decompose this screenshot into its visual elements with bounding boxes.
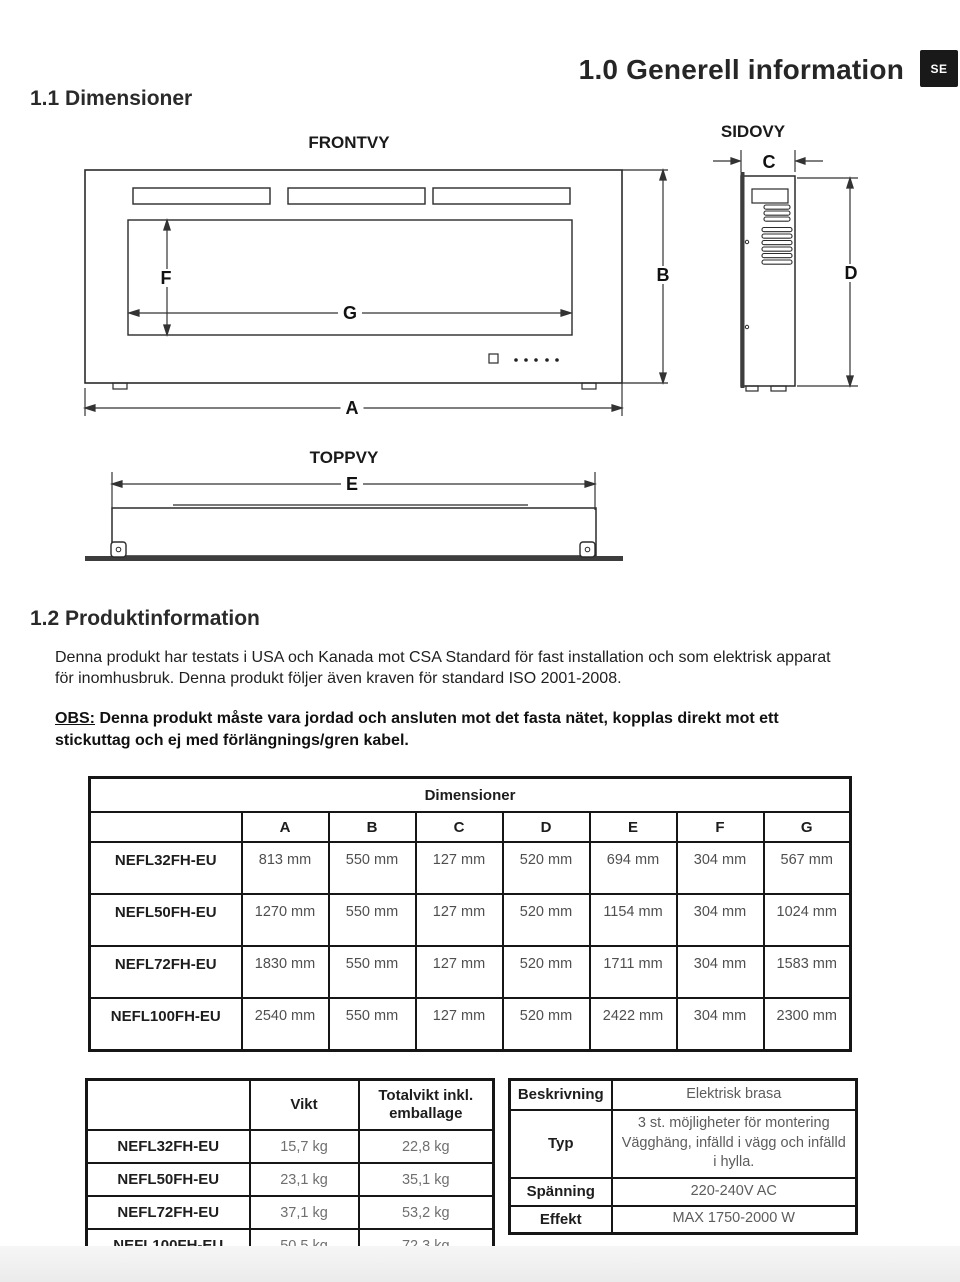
dim-value-cell: 127 mm <box>416 946 503 998</box>
dim-label-b: B <box>652 266 675 284</box>
col-header-b: B <box>329 812 416 842</box>
product-info-table <box>508 1078 858 1235</box>
table-row <box>90 842 851 894</box>
blank-cell <box>87 1080 250 1131</box>
control-power-icon <box>489 354 498 363</box>
section-1-1-heading: 1.1 Dimensioner <box>30 87 193 110</box>
page-title: 1.0 Generell information <box>578 54 904 85</box>
blank-cell <box>90 812 242 842</box>
power-value-cell: MAX 1750-2000 W <box>612 1206 857 1234</box>
table-row <box>510 1080 857 1110</box>
side-view-label: SIDOVY <box>720 122 786 141</box>
model-cell: NEFL72FH-EU <box>90 946 242 998</box>
type-value-line-1: 3 st. möjligheter för montering <box>637 1115 830 1132</box>
intro-line-1: Denna produkt har testats i USA och Kanada mot CSA Standard för fast installation och som elektrisk apparat <box>55 649 831 666</box>
type-value-line-2: Vägghäng, infälld i vägg och infälld <box>621 1134 846 1151</box>
dim-label-f: F <box>156 269 177 287</box>
table-header-row <box>87 1080 494 1131</box>
dim-label-c: C <box>758 153 781 171</box>
obs-line-1: Denna produkt måste vara jordad och ansluten mot det fasta nätet, kopplas direkt mot ett <box>95 710 779 727</box>
top-view-label: TOPPVY <box>309 448 379 467</box>
dim-value-cell: 1583 mm <box>764 946 851 998</box>
dim-value-cell: 1711 mm <box>590 946 677 998</box>
type-label-cell: Typ <box>510 1110 612 1178</box>
type-value-cell <box>612 1110 857 1178</box>
description-label-cell: Beskrivning <box>510 1080 612 1110</box>
dim-value-cell: 567 mm <box>764 842 851 894</box>
dim-value-cell: 127 mm <box>416 894 503 946</box>
col-header-e: E <box>590 812 677 842</box>
weight-col-header: Vikt <box>250 1080 359 1131</box>
obs-label: OBS: <box>55 710 95 727</box>
table-row <box>87 1130 494 1163</box>
table-row <box>90 894 851 946</box>
dim-value-cell: 304 mm <box>677 842 764 894</box>
language-badge: SE <box>920 50 958 87</box>
total-weight-value-cell: 22,8 kg <box>359 1130 494 1163</box>
dim-value-cell: 1024 mm <box>764 894 851 946</box>
dim-value-cell: 304 mm <box>677 998 764 1050</box>
front-dimension-lines <box>85 170 666 416</box>
total-weight-value-cell: 53,2 kg <box>359 1196 494 1229</box>
dim-value-cell: 520 mm <box>503 998 590 1050</box>
dim-value-cell: 127 mm <box>416 842 503 894</box>
product-info-paragraph <box>55 647 831 689</box>
col-header-g: G <box>764 812 851 842</box>
col-header-d: D <box>503 812 590 842</box>
table-row <box>510 1110 857 1178</box>
dim-value-cell: 127 mm <box>416 998 503 1050</box>
voltage-label-cell: Spänning <box>510 1178 612 1206</box>
voltage-value-cell: 220-240V AC <box>612 1178 857 1206</box>
dim-value-cell: 2300 mm <box>764 998 851 1050</box>
page-bottom-edge <box>0 1246 960 1282</box>
obs-line-2: stickuttag och ej med förlängnings/gren kabel. <box>55 732 409 749</box>
model-cell: NEFL32FH-EU <box>87 1130 250 1163</box>
total-weight-col-header: Totalvikt inkl. emballage <box>359 1080 494 1131</box>
dim-value-cell: 520 mm <box>503 946 590 998</box>
dim-value-cell: 1270 mm <box>242 894 329 946</box>
table-row <box>510 1206 857 1234</box>
obs-warning-paragraph <box>55 708 779 752</box>
dim-value-cell: 304 mm <box>677 946 764 998</box>
model-cell: NEFL50FH-EU <box>90 894 242 946</box>
weight-table <box>85 1078 495 1264</box>
col-header-c: C <box>416 812 503 842</box>
table-header-row <box>90 812 851 842</box>
dim-label-a: A <box>341 399 364 417</box>
control-dots-icon <box>514 358 559 362</box>
dim-value-cell: 520 mm <box>503 894 590 946</box>
dim-value-cell: 550 mm <box>329 946 416 998</box>
table-row <box>90 998 851 1050</box>
table-row <box>90 946 851 998</box>
dim-value-cell: 2422 mm <box>590 998 677 1050</box>
dim-value-cell: 2540 mm <box>242 998 329 1050</box>
side-view-drawing <box>741 172 795 391</box>
dim-label-g: G <box>338 304 362 322</box>
top-view-drawing <box>85 505 623 559</box>
dim-value-cell: 550 mm <box>329 894 416 946</box>
power-label-cell: Effekt <box>510 1206 612 1234</box>
dim-value-cell: 1830 mm <box>242 946 329 998</box>
front-view-label: FRONTVY <box>308 133 390 152</box>
model-cell: NEFL100FH-EU <box>90 998 242 1050</box>
model-cell: NEFL32FH-EU <box>90 842 242 894</box>
weight-value-cell: 37,1 kg <box>250 1196 359 1229</box>
dim-value-cell: 304 mm <box>677 894 764 946</box>
dim-value-cell: 1154 mm <box>590 894 677 946</box>
col-header-a: A <box>242 812 329 842</box>
dim-value-cell: 520 mm <box>503 842 590 894</box>
table-row <box>510 1178 857 1206</box>
total-weight-value-cell: 35,1 kg <box>359 1163 494 1196</box>
model-cell: NEFL50FH-EU <box>87 1163 250 1196</box>
description-value-cell: Elektrisk brasa <box>612 1080 857 1110</box>
section-1-2-heading: 1.2 Produktinformation <box>30 607 260 630</box>
dim-value-cell: 813 mm <box>242 842 329 894</box>
dimension-drawings <box>0 120 960 580</box>
intro-line-2: för inomhusbruk. Denna produkt följer även kraven för standard ISO 2001-2008. <box>55 670 622 687</box>
col-header-f: F <box>677 812 764 842</box>
dim-value-cell: 694 mm <box>590 842 677 894</box>
weight-value-cell: 15,7 kg <box>250 1130 359 1163</box>
side-dimension-lines <box>713 150 858 386</box>
table-title-row <box>90 778 851 813</box>
table-row <box>87 1196 494 1229</box>
dimensions-table <box>88 776 852 1052</box>
type-value-line-3: i hylla. <box>713 1154 755 1171</box>
dimensions-table-title: Dimensioner <box>90 778 851 813</box>
dim-value-cell: 550 mm <box>329 998 416 1050</box>
table-row <box>87 1163 494 1196</box>
dim-label-d: D <box>840 264 863 282</box>
weight-value-cell: 23,1 kg <box>250 1163 359 1196</box>
model-cell: NEFL72FH-EU <box>87 1196 250 1229</box>
dim-value-cell: 550 mm <box>329 842 416 894</box>
dim-label-e: E <box>341 475 363 493</box>
